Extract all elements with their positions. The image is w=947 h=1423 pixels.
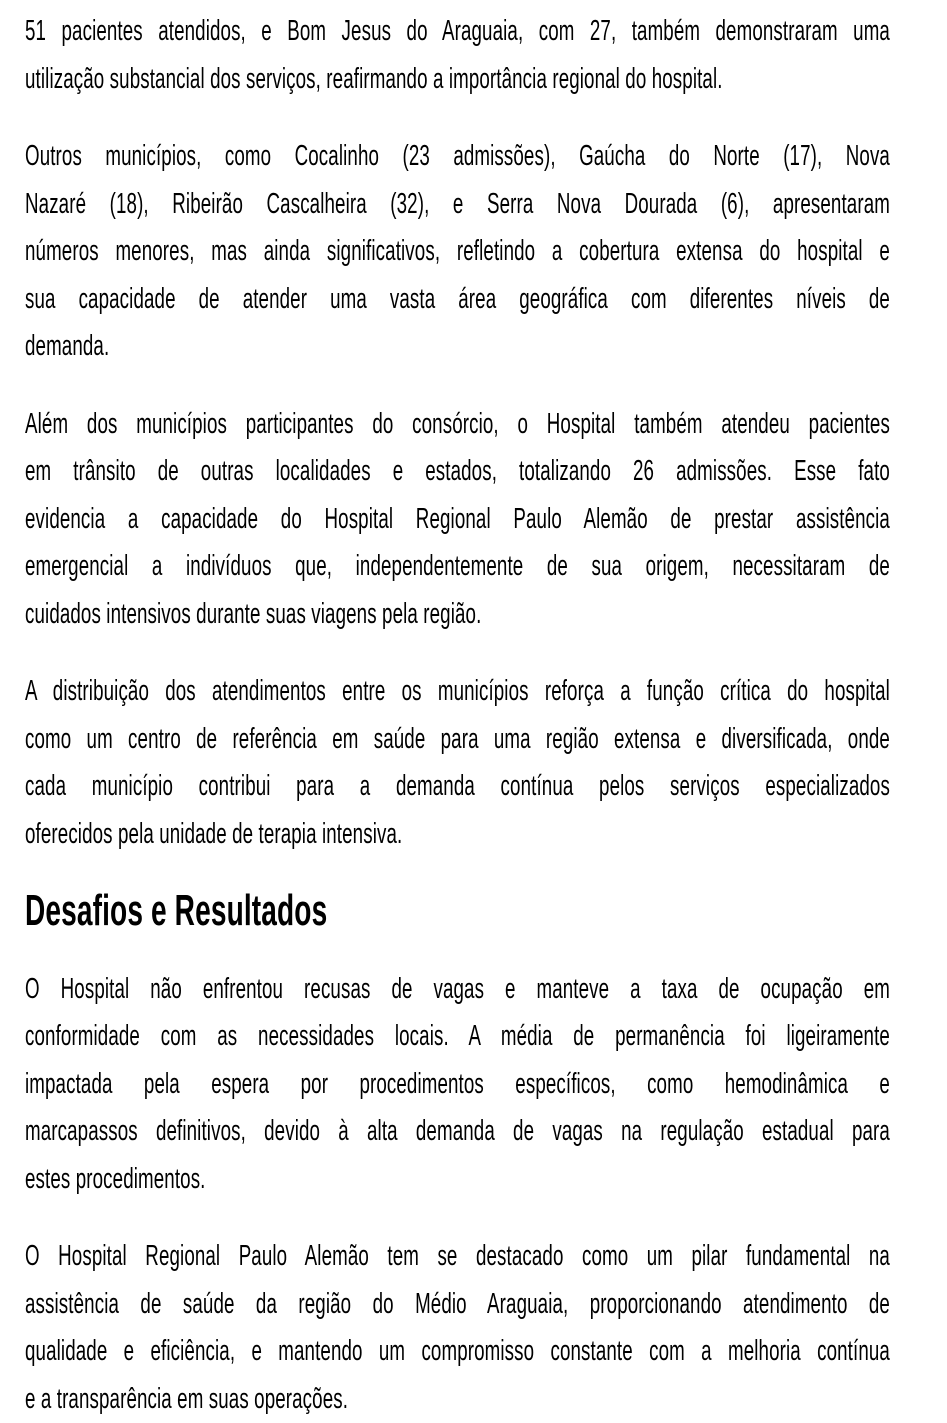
text-line: como um centro de referência em saúde para uma região extensa e diversificada, onde [25, 716, 890, 764]
section-heading [25, 888, 890, 936]
document-body [25, 8, 890, 1423]
text-line: números menores, mas ainda significativos, refletindo a cobertura extensa do hospital e [25, 228, 890, 276]
text-line: impactada pela espera por procedimentos específicos, como hemodinâmica e [25, 1061, 890, 1109]
paragraph [25, 133, 890, 371]
text-line: sua capacidade de atender uma vasta área geográfica com diferentes níveis de [25, 276, 890, 324]
text-line: conformidade com as necessidades locais. A média de permanência foi ligeiramente [25, 1013, 890, 1061]
text-line: e a transparência em suas operações. [25, 1376, 890, 1423]
text-line: O Hospital não enfrentou recusas de vagas e manteve a taxa de ocupação em [25, 966, 890, 1014]
text-line: A distribuição dos atendimentos entre os municípios reforça a função crítica do hospital [25, 668, 890, 716]
text-line: utilização substancial dos serviços, reafirmando a importância regional do hospital. [25, 56, 890, 104]
paragraph [25, 1233, 890, 1423]
paragraph [25, 401, 890, 639]
text-line: cuidados intensivos durante suas viagens pela região. [25, 591, 890, 639]
text-line: O Hospital Regional Paulo Alemão tem se destacado como um pilar fundamental na [25, 1233, 890, 1281]
text-line: Nazaré (18), Ribeirão Cascalheira (32), e Serra Nova Dourada (6), apresentaram [25, 181, 890, 229]
text-line: assistência de saúde da região do Médio Araguaia, proporcionando atendimento de [25, 1281, 890, 1329]
text-line: marcapassos definitivos, devido à alta demanda de vagas na regulação estadual para [25, 1108, 890, 1156]
text-line: Além dos municípios participantes do consórcio, o Hospital também atendeu pacientes [25, 401, 890, 449]
text-line: demanda. [25, 323, 890, 371]
section-heading-text: Desafios e Resultados [25, 888, 890, 936]
text-line: emergencial a indivíduos que, independentemente de sua origem, necessitaram de [25, 543, 890, 591]
paragraph [25, 8, 890, 103]
text-line: qualidade e eficiência, e mantendo um compromisso constante com a melhoria contínua [25, 1328, 890, 1376]
text-line: 51 pacientes atendidos, e Bom Jesus do Araguaia, com 27, também demonstraram uma [25, 8, 890, 56]
text-line: em trânsito de outras localidades e estados, totalizando 26 admissões. Esse fato [25, 448, 890, 496]
text-line: estes procedimentos. [25, 1156, 890, 1204]
paragraph [25, 668, 890, 858]
text-line: oferecidos pela unidade de terapia intensiva. [25, 811, 890, 859]
text-line: Outros municípios, como Cocalinho (23 admissões), Gaúcha do Norte (17), Nova [25, 133, 890, 181]
paragraph [25, 966, 890, 1204]
text-line: cada município contribui para a demanda contínua pelos serviços especializados [25, 763, 890, 811]
text-line: evidencia a capacidade do Hospital Regional Paulo Alemão de prestar assistência [25, 496, 890, 544]
